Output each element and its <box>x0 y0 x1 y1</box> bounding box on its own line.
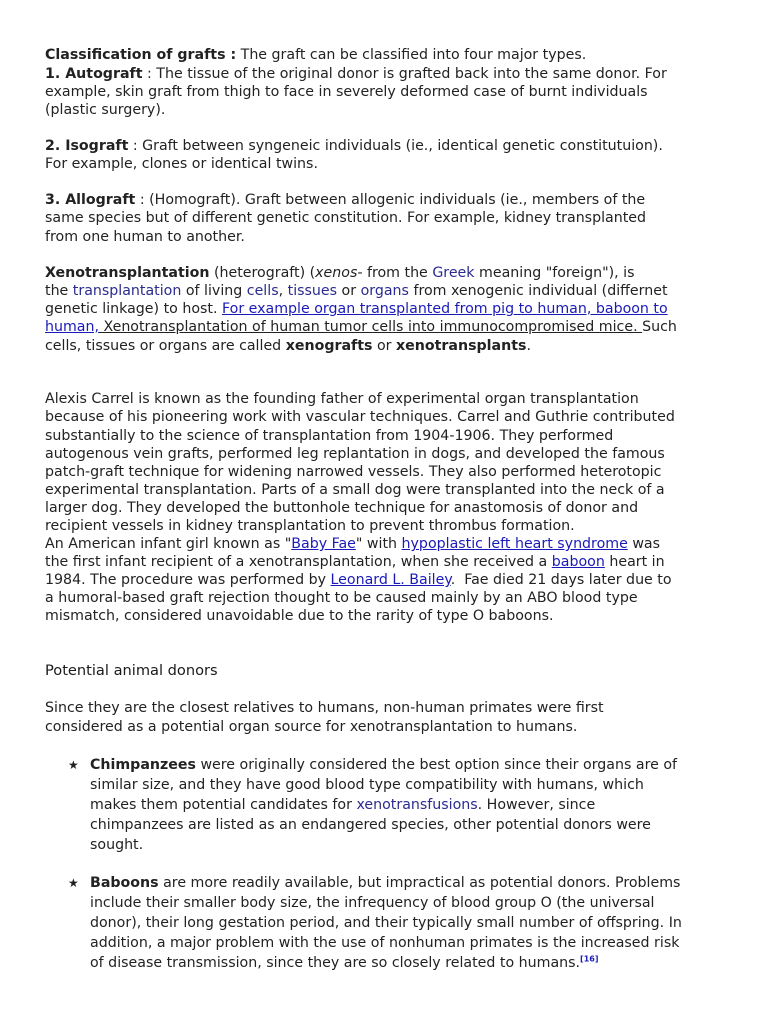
classification-heading: Classification of grafts : <box>45 47 237 63</box>
isograft-label: 2. Isograft <box>45 138 129 154</box>
organs-link[interactable]: organs <box>360 283 409 299</box>
bailey-link[interactable]: Leonard L. Bailey <box>330 572 451 588</box>
xeno-line-2: the transplantation of living cells, tissues or organs from xenogenic individual (differnet <box>45 283 668 299</box>
star-bullet-icon: ★ <box>68 758 79 772</box>
allograft-line-3: from one human to another. <box>45 229 245 245</box>
xeno-example-link-cont[interactable]: human, <box>45 319 99 335</box>
xeno-example-link[interactable]: For example organ transplanted from pig to human, baboon to <box>221 301 668 317</box>
baboons-term: Baboons <box>90 875 159 891</box>
babyfae-line-3: 1984. The procedure was performed by Leonard L. Bailey. Fae died 21 days later due to <box>45 572 672 588</box>
donors-intro-line-1: Since they are the closest relatives to humans, non-human primates were first <box>45 700 604 716</box>
carrel-line: patch-graft technique for widening narrowed vessels. They also performed heterotopic <box>45 464 662 480</box>
chimp-line-3: makes them potential candidates for xenotransfusions. However, since <box>90 797 596 813</box>
carrel-line: Alexis Carrel is known as the founding father of experimental organ transplantation <box>45 391 639 407</box>
babyfae-line-4: a humoral-based graft rejection thought to be caused mainly by an ABO blood type <box>45 590 638 606</box>
baboons-line-1: Baboons are more readily available, but impractical as potential donors. Problems <box>90 875 681 891</box>
carrel-line: autogenous vein grafts, performed leg replantation in dogs, and developed the famous <box>45 446 665 462</box>
chimp-line-4: chimpanzees are listed as an endangered species, other potential donors were <box>90 817 651 833</box>
baboons-line-2: include their smaller body size, the infrequency of blood group O (the universal <box>90 895 655 911</box>
isograft-line-1: 2. Isograft : Graft between syngeneic individuals (ie., identical genetic constitutuion). <box>45 138 663 154</box>
xenografts-term: xenografts <box>285 338 373 354</box>
isograft-line-2: For example, clones or identical twins. <box>45 156 318 172</box>
cells-link[interactable]: cells <box>246 283 279 299</box>
hlhs-link[interactable]: hypoplastic left heart syndrome <box>401 536 628 552</box>
autograft-line-2: example, skin graft from thigh to face in severely deformed case of burnt individuals <box>45 84 648 100</box>
carrel-line: substantially to the science of transplantation from 1904-1906. They performed <box>45 428 614 444</box>
xeno-line-1: Xenotransplantation (heterograft) (xenos- from the Greek meaning "foreign"), is <box>45 265 635 281</box>
greek-link[interactable]: Greek <box>432 265 475 281</box>
xeno-line-3: genetic linkage) to host. For example organ transplanted from pig to human, baboon to <box>45 301 668 317</box>
babyfae-line-5: mismatch, considered unavoidable due to the rarity of type O baboons. <box>45 608 554 624</box>
chimp-line-1: Chimpanzees were originally considered the best option since their organs are of <box>90 757 678 773</box>
xenotransplants-term: xenotransplants <box>396 338 527 354</box>
xeno-term: Xenotransplantation <box>45 265 210 281</box>
tissues-link[interactable]: tissues <box>287 283 338 299</box>
chimp-term: Chimpanzees <box>90 757 196 773</box>
xeno-line-5: cells, tissues or organs are called xenografts or xenotransplants. <box>45 338 531 354</box>
allograft-line-2: same species but of different genetic constitution. For example, kidney transplanted <box>45 210 647 226</box>
donors-intro-line-2: considered as a potential organ source for xenotransplantation to humans. <box>45 719 578 735</box>
baboons-line-4: addition, a major problem with the use of nonhuman primates is the increased risk <box>90 935 680 951</box>
autograft-label: 1. Autograft <box>45 66 143 82</box>
carrel-line: recipient vessels in kidney transplantation to prevent thrombus formation. <box>45 518 575 534</box>
babyfae-line-1: An American infant girl known as "Baby Fae" with hypoplastic left heart syndrome was <box>45 536 661 552</box>
citation-link[interactable]: [16] <box>580 954 599 964</box>
carrel-line: because of his pioneering work with vascular techniques. Carrel and Guthrie contributed <box>45 409 675 425</box>
chimp-line-2: similar size, and they have good blood type compatibility with humans, which <box>90 777 644 793</box>
xeno-line-4: human, Xenotransplantation of human tumor cells into immunocompromised mice. Such <box>45 319 677 335</box>
star-bullet-icon: ★ <box>68 876 79 890</box>
transplantation-link[interactable]: transplantation <box>72 283 182 299</box>
allograft-label: 3. Allograft <box>45 192 136 208</box>
baboons-line-3: donor), their long gestation period, and their typically small number of offspring. In <box>90 915 682 931</box>
carrel-line: experimental transplantation. Parts of a small dog were transplanted into the neck of a <box>45 482 665 498</box>
classification-heading-line: Classification of grafts : The graft can be classified into four major types. <box>45 47 587 63</box>
baboon-link[interactable]: baboon <box>551 554 605 570</box>
carrel-line: larger dog. They developed the buttonhole technique for anastomosis of donor and <box>45 500 639 516</box>
xenotransfusions-link[interactable]: xenotransfusions <box>356 797 478 813</box>
autograft-line-3: (plastic surgery). <box>45 102 166 118</box>
allograft-line-1: 3. Allograft : (Homograft). Graft between allogenic individuals (ie., members of the <box>45 192 646 208</box>
chimp-line-5: sought. <box>90 837 144 853</box>
baboons-line-5: of disease transmission, since they are so closely related to humans.[16] <box>90 954 599 971</box>
baby-fae-link[interactable]: Baby Fae <box>291 536 356 552</box>
autograft-line-1: 1. Autograft : The tissue of the original donor is grafted back into the same donor. For <box>45 66 667 82</box>
donors-heading: Potential animal donors <box>45 662 218 679</box>
babyfae-line-2: the first infant recipient of a xenotransplantation, when she received a baboon heart in <box>45 554 665 570</box>
